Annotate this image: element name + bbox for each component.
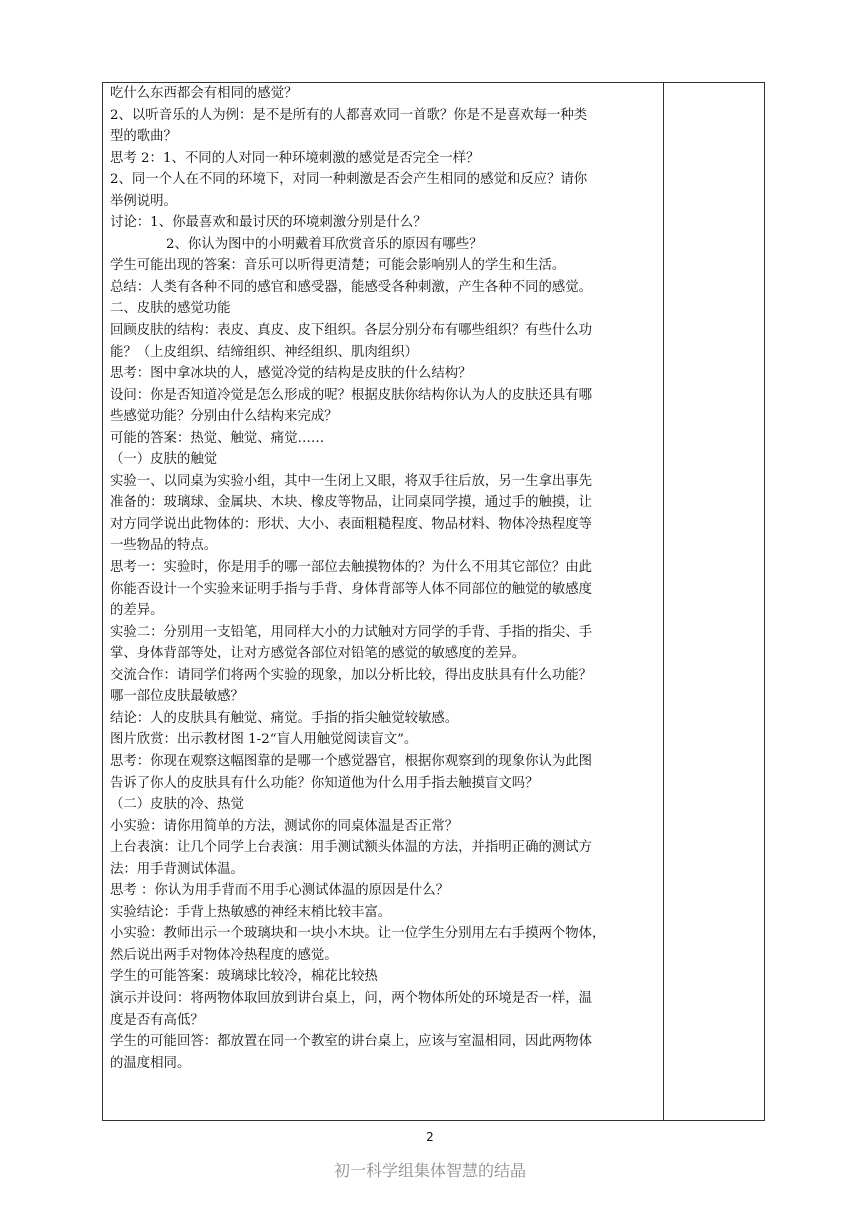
text-line: 结论：人的皮肤具有触觉、痛觉。手指的指尖触觉较敏感。 xyxy=(110,710,459,726)
text-line: 举例说明。 xyxy=(110,193,177,209)
page-footer: 初一科学组集体智慧的结晶 xyxy=(333,1161,526,1180)
text-line: 设问：你是否知道冷觉是怎么形成的呢？根据皮肤你结构你认为人的皮肤还具有哪 xyxy=(110,387,593,403)
text-line: 2、你认为图中的小明戴着耳欣赏音乐的原因有哪些？ xyxy=(166,236,483,252)
text-line: 对方同学说出此物体的：形状、大小、表面粗糙程度、物品材料、物体冷热程度等 xyxy=(110,516,593,532)
text-line: 思考 2：1、不同的人对同一种环境刺激的感觉是否完全一样？ xyxy=(110,150,480,166)
text-line: 思考 ：你认为用手背而不用手心测试体温的原因是什么？ xyxy=(110,883,450,899)
text-line: 演示并设问：将两物体取回放到讲台桌上，问，两个物体所处的环境是否一样，温 xyxy=(110,990,593,1006)
text-line: 总结：人类有各种不同的感官和感受器，能感受各种刺激，产生各种不同的感觉。 xyxy=(110,279,593,295)
text-line: 讨论：1、你最喜欢和最讨厌的环境刺激分别是什么？ xyxy=(110,215,427,231)
text-line: 的差异。 xyxy=(110,603,164,619)
text-line: 2、同一个人在不同的环境下，对同一种刺激是否会产生相同的感觉和反应？请你 xyxy=(110,172,588,188)
page-number: 2 xyxy=(426,1130,434,1144)
text-line: 哪一部位皮肤最敏感？ xyxy=(110,689,244,705)
text-line: 些感觉功能？分别由什么结构来完成？ xyxy=(110,409,338,425)
lesson-table xyxy=(102,82,765,1121)
notes-column xyxy=(663,83,664,1120)
subsection-heading: （二）皮肤的冷、热觉 xyxy=(110,797,244,813)
text-line: 实验结论：手背上热敏感的神经末梢比较丰富。 xyxy=(110,904,392,920)
text-line: 图片欣赏：出示教材图 1-2“盲人用触觉阅读盲文”。 xyxy=(110,732,418,748)
text-line: 学生可能出现的答案：音乐可以听得更清楚；可能会影响别人的学生和生活。 xyxy=(110,258,566,274)
text-line: 法：用手背测试体温。 xyxy=(110,861,244,877)
subsection-heading: （一）皮肤的触觉 xyxy=(110,452,218,468)
section-heading: 二、皮肤的感觉功能 xyxy=(110,301,231,317)
text-line: 掌、身体背部等处，让对方感觉各部位对铅笔的感觉的敏感度的差异。 xyxy=(110,646,526,662)
text-line: 你能否设计一个实验来证明手指与手背、身体背部等人体不同部位的触觉的敏感度 xyxy=(110,581,593,597)
text-line: 学生的可能回答：都放置在同一个教室的讲台桌上，应该与室温相同，因此两物体 xyxy=(110,1034,593,1050)
text-line: 2、以听音乐的人为例：是不是所有的人都喜欢同一首歌？你是不是喜欢每一种类 xyxy=(110,107,588,123)
text-line: 小实验：请你用简单的方法，测试你的同桌体温是否正常？ xyxy=(110,818,459,834)
text-line: 回顾皮肤的结构：表皮、真皮、皮下组织。各层分别分布有哪些组织？有些什么功 xyxy=(110,323,593,339)
text-line: 思考：你现在观察这幅图靠的是哪一个感觉器官，根据你观察到的现象你认为此图 xyxy=(110,753,593,769)
lesson-content-cell xyxy=(110,83,659,1074)
text-line: 思考一：实验时，你是用手的哪一部位去触摸物体的？为什么不用其它部位？由此 xyxy=(110,560,593,576)
text-line: 小实验：教师出示一个玻璃块和一块小木块。让一位学生分别用左右手摸两个物体， xyxy=(110,926,606,942)
text-line: 可能的答案：热觉、触觉、痛觉…… xyxy=(110,430,325,446)
text-line: 能？（上皮组织、结缔组织、神经组织、肌肉组织） xyxy=(110,344,418,360)
text-line: 吃什么东西都会有相同的感觉？ xyxy=(110,86,298,101)
text-line: 一些物品的特点。 xyxy=(110,538,218,554)
text-line: 学生的可能答案：玻璃球比较冷，棉花比较热 xyxy=(110,969,378,985)
text-line: 思考：图中拿冰块的人，感觉冷觉的结构是皮肤的什么结构？ xyxy=(110,366,472,382)
text-line: 实验一、以同桌为实验小组，其中一生闭上又眼，将双手往后放，另一生拿出事先 xyxy=(110,473,593,489)
text-line: 的温度相同。 xyxy=(110,1055,191,1071)
text-line: 型的歌曲？ xyxy=(110,129,177,145)
text-line: 准备的：玻璃球、金属块、木块、橡皮等物品，让同桌同学摸，通过手的触摸，让 xyxy=(110,495,593,511)
text-line: 交流合作：请同学们将两个实验的现象，加以分析比较，得出皮肤具有什么功能？ xyxy=(110,667,593,683)
text-line: 度是否有高低？ xyxy=(110,1012,204,1028)
text-line: 实验二：分别用一支铅笔，用同样大小的力试触对方同学的手背、手指的指尖、手 xyxy=(110,624,593,640)
text-line: 上台表演：让几个同学上台表演：用手测试额头体温的方法，并指明正确的测试方 xyxy=(110,840,593,856)
text-line: 然后说出两手对物体冷热程度的感觉。 xyxy=(110,947,338,963)
text-line: 告诉了你人的皮肤具有什么功能？你知道他为什么用手指去触摸盲文吗？ xyxy=(110,775,539,791)
